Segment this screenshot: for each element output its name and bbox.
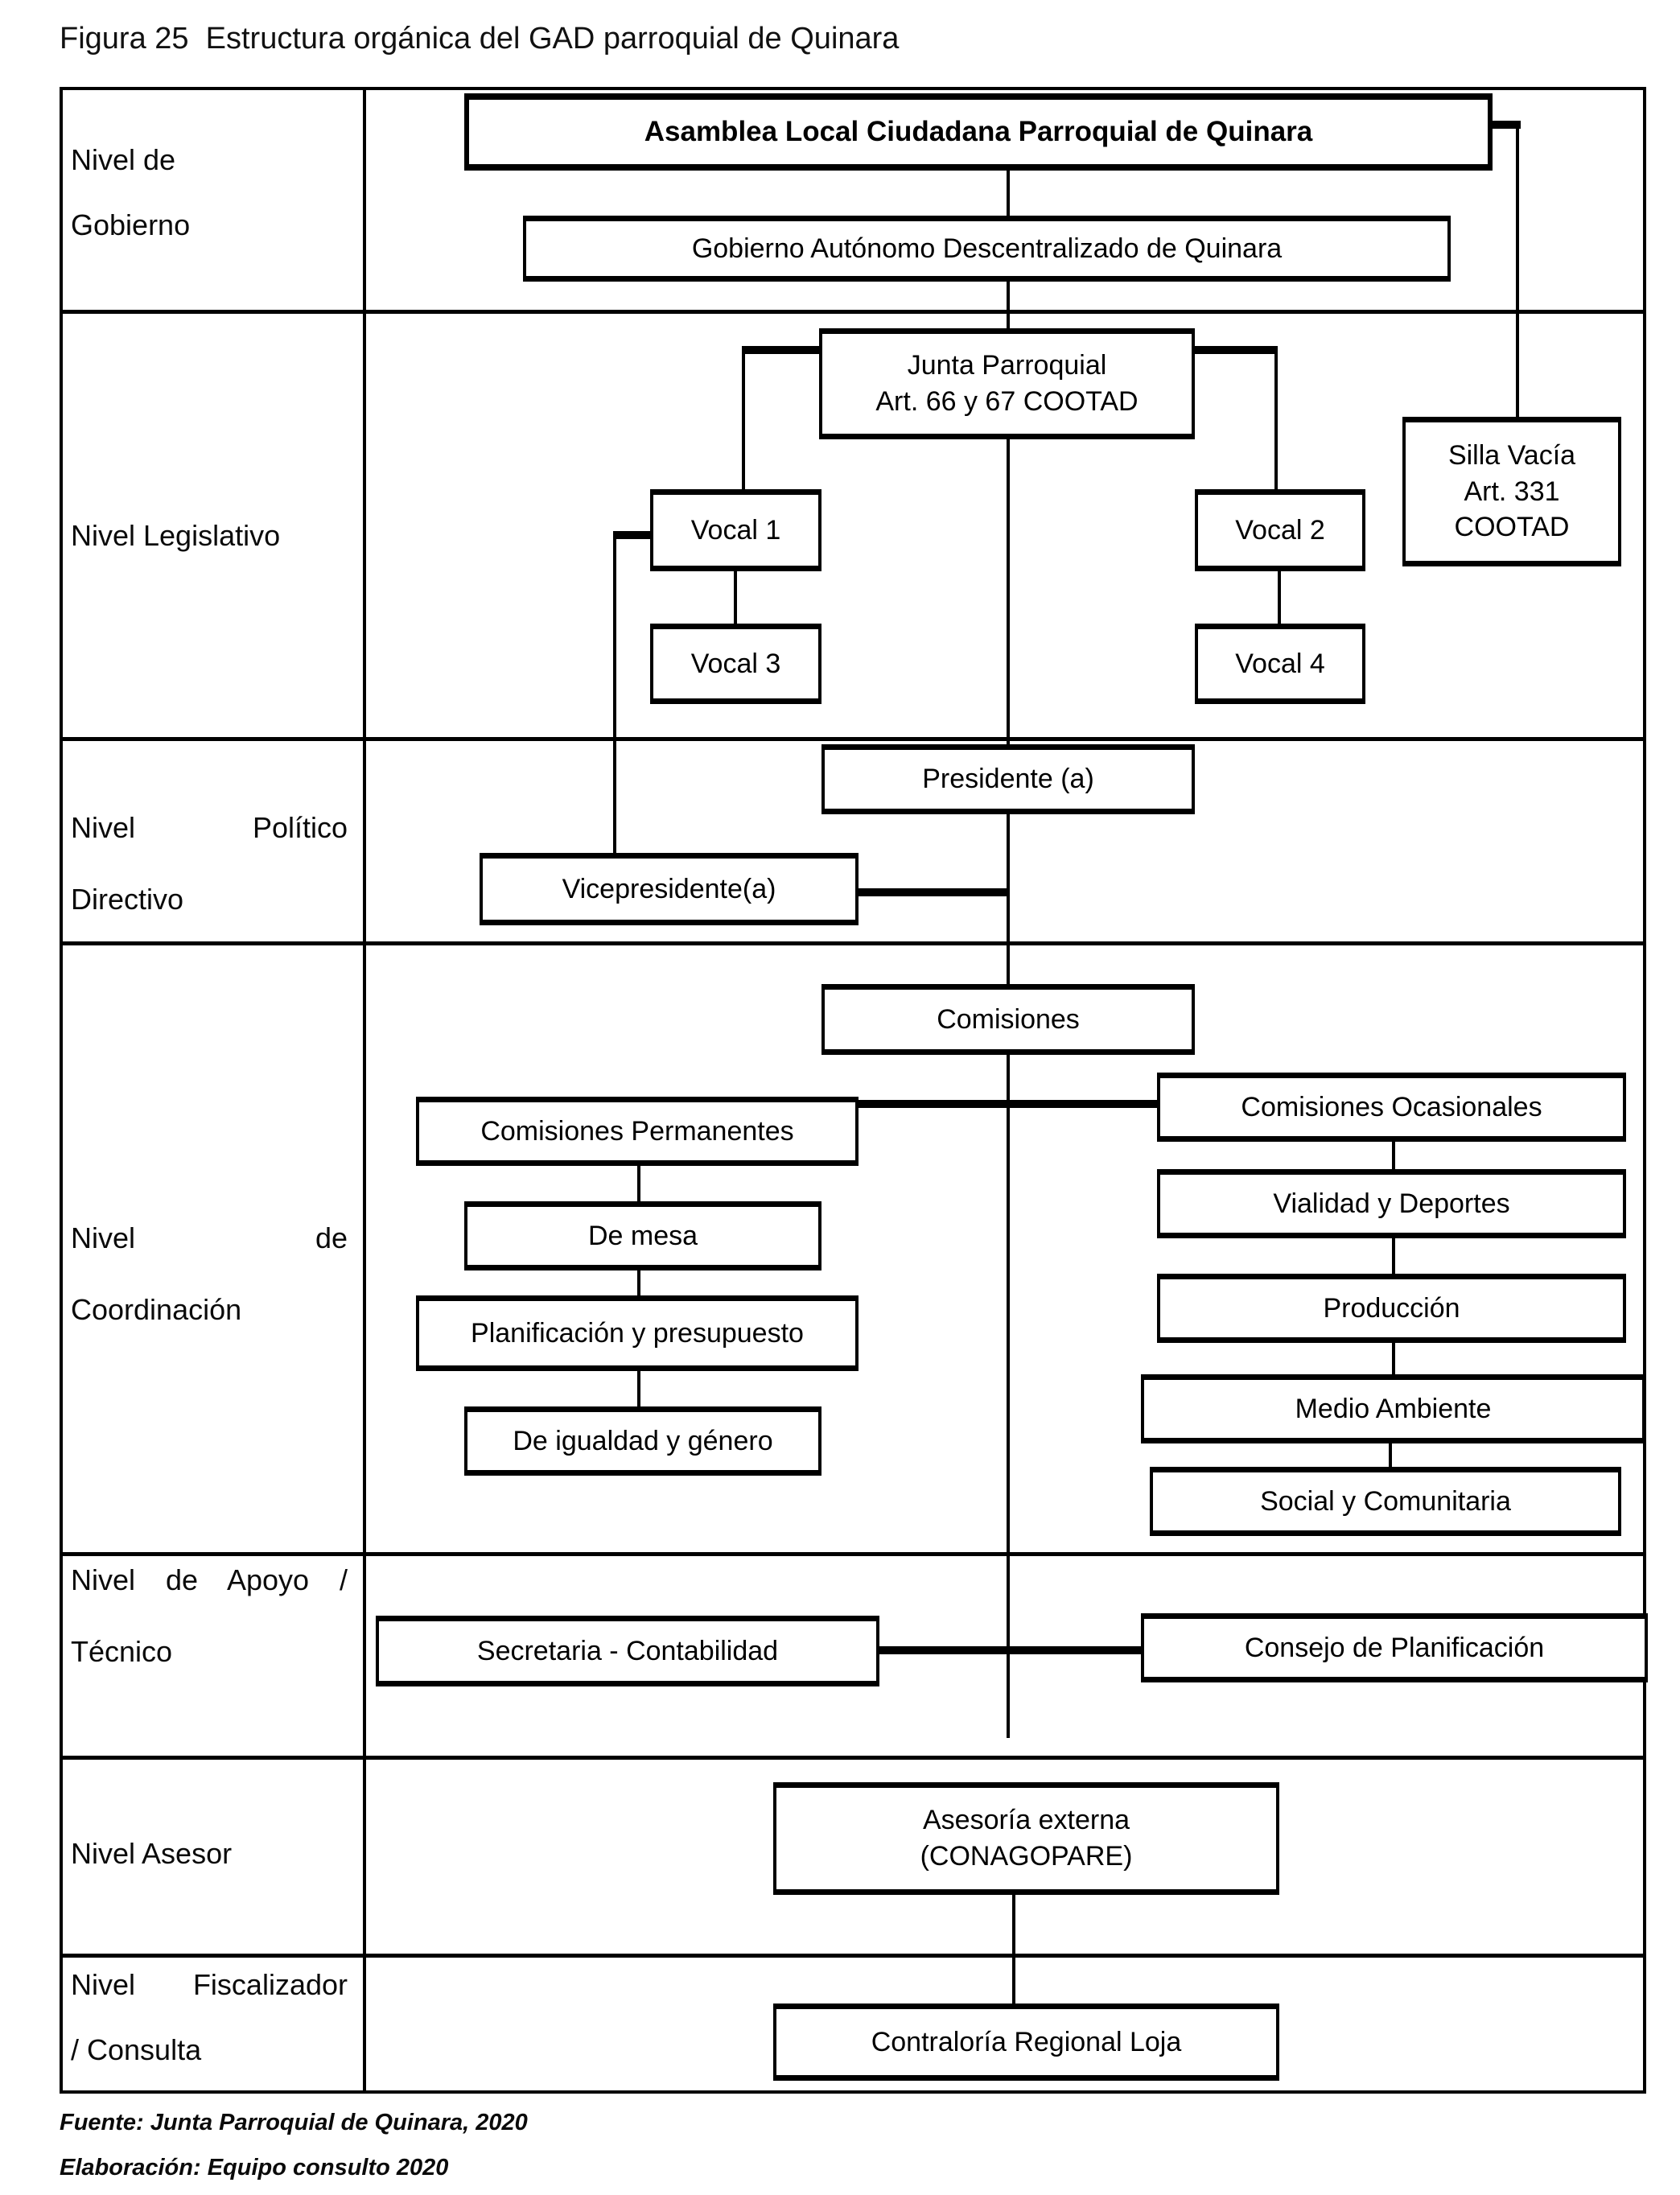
connector-gad-junta (1007, 282, 1010, 328)
connector-asesoria-contraloria (1012, 1895, 1015, 2004)
section-line-legislativo-politico (60, 737, 1646, 741)
node-vocal-4 (1195, 624, 1365, 704)
node-label: Comisiones Permanentes (480, 1115, 794, 1147)
node-presidente (821, 744, 1195, 814)
connector-permanentes-demesa (637, 1166, 640, 1201)
node-comisiones-permanentes (416, 1097, 859, 1166)
node-secretaria-contabilidad (376, 1616, 879, 1686)
node-label: Vocal 2 (1235, 514, 1325, 546)
level-label-coordinacion (71, 1221, 348, 1327)
node-label: Consejo de Planificación (1244, 1632, 1545, 1663)
node-label: Vocal 4 (1235, 648, 1325, 679)
level-label-line: Nivel de (71, 143, 176, 176)
node-produccion (1157, 1274, 1626, 1343)
connector-silla-vacia-drop (1516, 121, 1519, 417)
level-label-apoyo-tecnico (71, 1563, 348, 1669)
node-label: Comisiones Ocasionales (1241, 1091, 1542, 1122)
node-label: Vicepresidente(a) (562, 873, 776, 904)
connector-vice-drop (613, 531, 616, 853)
node-label: De mesa (587, 1220, 698, 1251)
node-label: Art. 331 (1464, 476, 1560, 507)
node-igualdad-genero (464, 1406, 821, 1476)
connector-demesa-planificacion (637, 1270, 640, 1295)
node-de-mesa (464, 1201, 821, 1270)
node-asamblea-local (464, 93, 1493, 171)
node-label: Vocal 3 (690, 648, 781, 679)
node-label: Junta Parroquial (907, 350, 1107, 381)
level-label-legislativo (71, 519, 348, 552)
node-asesoria-externa (773, 1782, 1279, 1895)
node-gad-quinara (523, 216, 1451, 282)
connector-vocal1-vice-stub (613, 531, 650, 539)
connector-comisiones-spine (1007, 1055, 1010, 1738)
node-label: Silla Vacía (1447, 439, 1576, 471)
connector-asamblea-silla-stub (1488, 121, 1521, 129)
level-label-line: Coordinación (71, 1293, 242, 1327)
level-label-line: Nivel de (71, 1221, 348, 1254)
node-label: Comisiones (937, 1003, 1080, 1035)
node-vocal-1 (650, 489, 821, 571)
node-label: (CONAGOPARE) (920, 1841, 1133, 1872)
level-label-fiscalizador-consulta (71, 1968, 348, 2067)
node-social-comunitaria (1150, 1467, 1621, 1536)
connector-planificacion-igualdad (637, 1371, 640, 1406)
connector-asamblea-gad (1007, 171, 1010, 216)
section-line-gobierno-legislativo (60, 310, 1646, 314)
node-contraloria-regional (773, 2004, 1279, 2081)
connector-secretaria-consejo (879, 1646, 1141, 1654)
connector-produccion-medioambiente (1392, 1343, 1395, 1374)
section-line-apoyo-asesor (60, 1756, 1646, 1760)
connector-vialidad-produccion (1392, 1238, 1395, 1274)
node-vicepresidente (480, 853, 859, 925)
section-line-coordinacion-apoyo (60, 1552, 1646, 1556)
node-consejo-planificacion (1141, 1613, 1648, 1682)
connector-junta-vocal2-drop (1274, 346, 1278, 489)
node-silla-vacia (1402, 417, 1621, 566)
level-label-line: Nivel Político (71, 811, 348, 844)
connector-vice-spine (859, 888, 1010, 896)
connector-presidente-comisiones (1007, 814, 1010, 984)
level-label-asesor (71, 1837, 348, 1870)
node-label: Art. 66 y 67 COOTAD (875, 386, 1139, 417)
connector-vocal1-vocal3 (734, 571, 737, 624)
level-label-line: Técnico (71, 1635, 173, 1669)
node-label: COOTAD (1454, 512, 1570, 543)
node-junta-parroquial (819, 328, 1195, 439)
node-label: Social y Comunitaria (1260, 1485, 1511, 1517)
node-label: Producción (1323, 1292, 1460, 1324)
connector-junta-vocal1-drop (742, 346, 745, 489)
connector-junta-vocal1-stub (742, 346, 819, 354)
level-label-gobierno (71, 143, 348, 242)
level-label-politico-directivo (71, 811, 348, 916)
node-label: Asesoría externa (922, 1805, 1130, 1836)
level-label-line: / Consulta (71, 2033, 202, 2067)
section-line-politico-coordinacion (60, 941, 1646, 945)
node-planificacion-presupuesto (416, 1295, 859, 1371)
node-label: Presidente (a) (922, 764, 1094, 795)
label-column-divider (363, 87, 366, 2094)
section-line-asesor-fiscalizador (60, 1954, 1646, 1958)
node-vocal-3 (650, 624, 821, 704)
connector-junta-vocal2-stub (1195, 346, 1278, 354)
level-label-line: Nivel Asesor (71, 1837, 233, 1870)
node-label: Medio Ambiente (1295, 1393, 1492, 1424)
source-note: Fuente: Junta Parroquial de Quinara, 2020 (60, 2110, 528, 2135)
node-vialidad-deportes (1157, 1169, 1626, 1238)
level-label-line: Gobierno (71, 208, 191, 242)
node-label: Vialidad y Deportes (1273, 1188, 1510, 1219)
connector-vocal2-vocal4 (1278, 571, 1281, 624)
level-label-line: Nivel Fiscalizador (71, 1968, 348, 2001)
node-medio-ambiente (1141, 1374, 1645, 1443)
connector-medioambiente-social (1389, 1443, 1392, 1467)
figure-title: Figura 25 Estructura orgánica del GAD parroquial de Quinara (60, 22, 900, 56)
level-label-line: Directivo (71, 883, 184, 916)
node-label: Vocal 1 (690, 514, 781, 546)
node-vocal-2 (1195, 489, 1365, 571)
node-comisiones-ocasionales (1157, 1073, 1626, 1142)
node-label: De igualdad y género (513, 1425, 773, 1456)
node-label: Gobierno Autónomo Descentralizado de Quinara (691, 233, 1283, 264)
node-label: Planificación y presupuesto (471, 1317, 804, 1349)
connector-junta-presidente (1007, 439, 1010, 744)
connector-permanentes-ocasionales (859, 1100, 1157, 1108)
node-label: Secretaria - Contabilidad (476, 1635, 779, 1666)
node-comisiones (821, 984, 1195, 1055)
connector-ocasionales-vialidad (1392, 1142, 1395, 1169)
node-label: Contraloría Regional Loja (871, 2026, 1182, 2057)
node-label: Asamblea Local Ciudadana Parroquial de Quinara (644, 115, 1313, 147)
level-label-line: Nivel de Apoyo / (71, 1563, 348, 1596)
level-label-line: Nivel Legislativo (71, 519, 281, 552)
elaboration-note: Elaboración: Equipo consulto 2020 (60, 2155, 449, 2181)
